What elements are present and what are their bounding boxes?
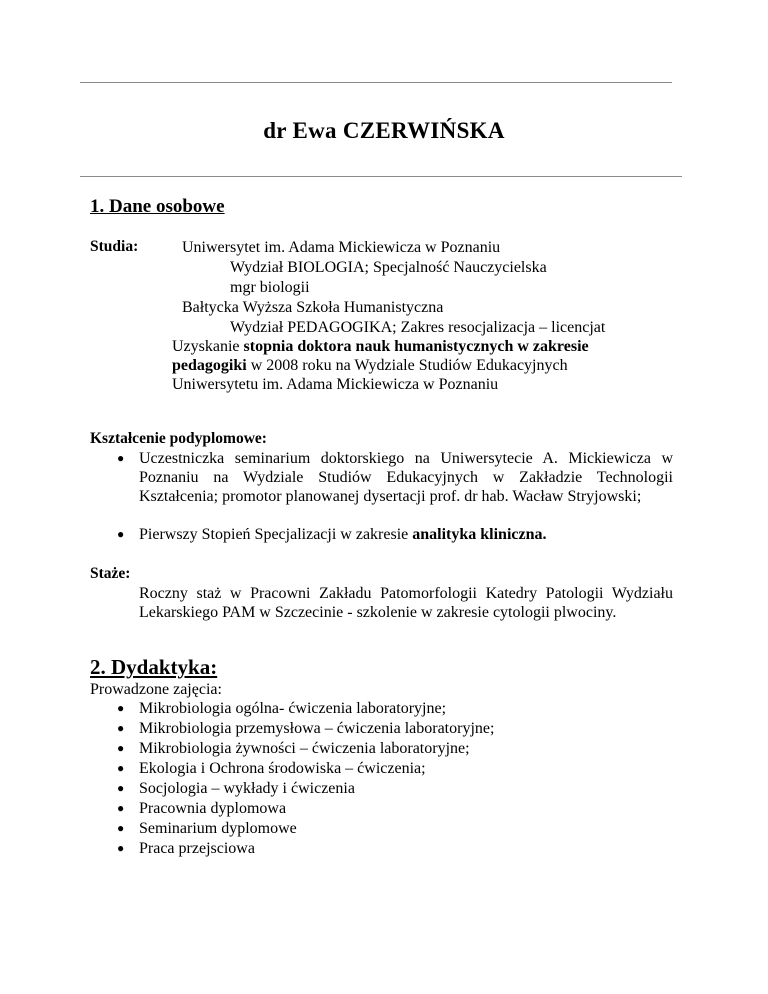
section-heading-dane-osobowe: 1. Dane osobowe xyxy=(90,196,225,217)
list-item: Praca przejsciowa xyxy=(139,840,255,857)
list-item: Seminarium dyplomowe xyxy=(139,820,297,837)
section-heading-dydaktyka: 2. Dydaktyka: xyxy=(90,655,218,679)
bullet-icon: ● xyxy=(117,527,125,541)
studia-line: Wydział BIOLOGIA; Specjalność Nauczycielska xyxy=(230,259,547,276)
staze-label: Staże: xyxy=(90,565,131,582)
bullet-icon: ● xyxy=(117,721,125,735)
doktor-line-3: Uniwersytetu im. Adama Mickiewicza w Poznaniu xyxy=(172,376,499,393)
dydaktyka-intro: Prowadzone zajęcia: xyxy=(90,681,222,698)
studia-line: Bałtycka Wyższa Szkoła Humanistyczna xyxy=(182,299,444,316)
doktor-pre: Uzyskanie xyxy=(172,338,244,355)
staze-text: Roczny staż w Pracowni Zakładu Patomorfologii Katedry Patologii Wydziału Lekarskiego PAM w Szczecinie - szkolenie w zakresie cytologii plwociny. xyxy=(139,585,673,621)
studia-line: Uniwersytet im. Adama Mickiewicza w Poznaniu xyxy=(182,239,501,256)
list-item: Mikrobiologia przemysłowa – ćwiczenia laboratoryjne; xyxy=(139,720,495,737)
list-item: Socjologia – wykłady i ćwiczenia xyxy=(139,780,355,797)
page-title: dr Ewa CZERWIŃSKA xyxy=(263,118,505,143)
doktor-bold-2: pedagogiki xyxy=(172,357,247,374)
doktor-bold-1: stopnia doktora nauk humanistycznych w zakresie xyxy=(243,338,589,355)
bullet-icon: ● xyxy=(117,701,125,715)
bullet-icon: ● xyxy=(117,451,125,465)
top-rule xyxy=(80,82,672,83)
ksztalcenie-item2-text: Pierwszy Stopień Specjalizacji w zakresie xyxy=(139,526,413,543)
doktor-line-1 xyxy=(172,337,589,356)
bullet-icon: ● xyxy=(117,821,125,835)
ksztalcenie-item2-bold: analityka kliniczna. xyxy=(412,526,547,543)
ksztalcenie-label: Kształcenie podyplomowe: xyxy=(90,430,267,447)
studia-label: Studia: xyxy=(90,238,139,255)
doktor-post: w 2008 roku na Wydziale Studiów Edukacyjnych xyxy=(246,357,568,374)
list-item: Mikrobiologia żywności – ćwiczenia laboratoryjne; xyxy=(139,740,470,757)
studia-line: mgr biologii xyxy=(230,279,310,296)
title-rule xyxy=(80,176,682,177)
bullet-icon: ● xyxy=(117,781,125,795)
bullet-icon: ● xyxy=(117,761,125,775)
studia-line: Wydział PEDAGOGIKA; Zakres resocjalizacja – licencjat xyxy=(230,319,606,336)
list-item: Pracownia dyplomowa xyxy=(139,800,287,817)
bullet-icon: ● xyxy=(117,801,125,815)
doktor-line-2 xyxy=(172,356,568,375)
bullet-icon: ● xyxy=(117,741,125,755)
bullet-icon: ● xyxy=(117,841,125,855)
list-item: Ekologia i Ochrona środowiska – ćwiczenia; xyxy=(139,760,426,777)
ksztalcenie-item: Uczestniczka seminarium doktorskiego na Uniwersytecie A. Mickiewicza w Poznaniu na Wydziale Studiów Edukacyjnych w Zakładzie Technologii Kształcenia; promotor planowanej dysertacji prof. dr hab. Wacław Stryjowski; xyxy=(139,450,673,505)
list-item: Mikrobiologia ogólna- ćwiczenia laboratoryjne; xyxy=(139,700,447,717)
ksztalcenie-item xyxy=(139,525,547,544)
